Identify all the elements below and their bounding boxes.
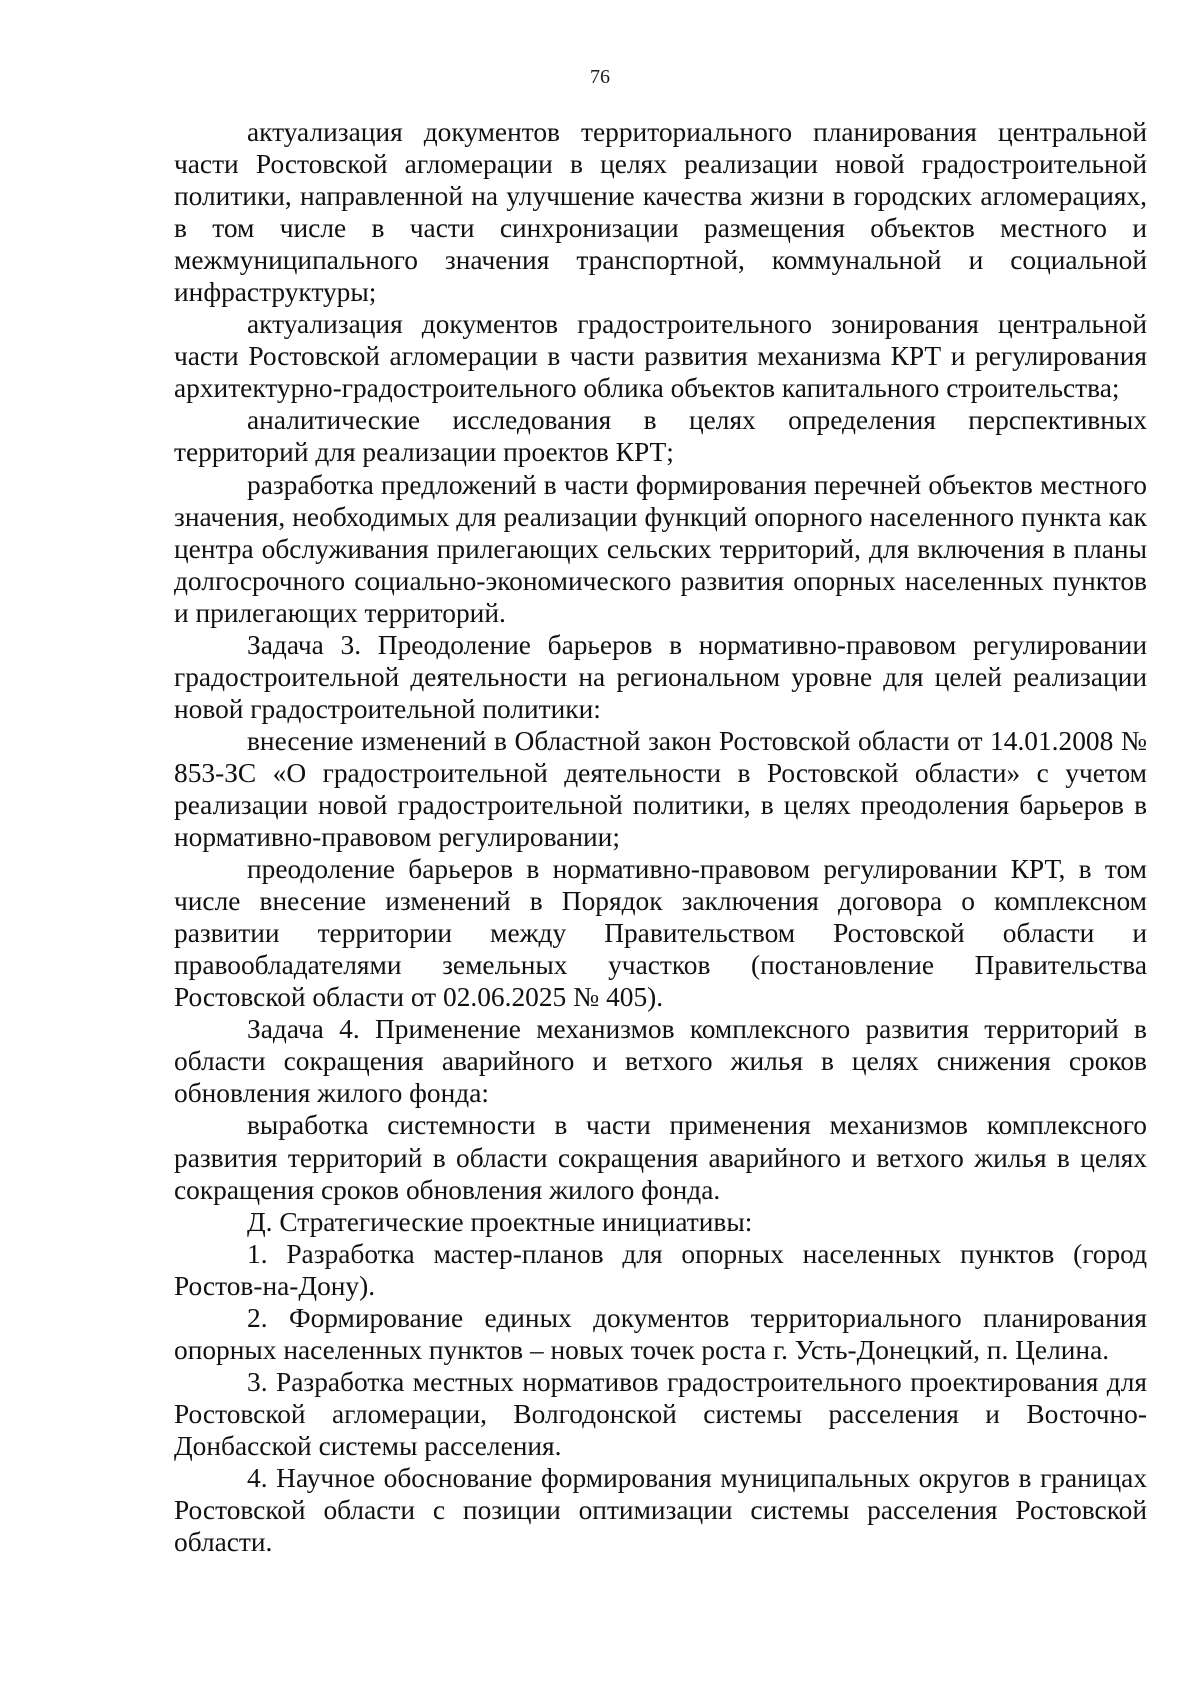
initiative-item: 3. Разработка местных нормативов градостроительного проектирования для Ростовской агломерации, Волгодонской системы расселения и Восточно-Донбасской системы расселения. bbox=[174, 1366, 1147, 1461]
initiative-item: 1. Разработка мастер-планов для опорных населенных пунктов (город Ростов-на-Дону). bbox=[174, 1238, 1147, 1301]
paragraph: внесение изменений в Областной закон Ростовской области от 14.01.2008 № 853-ЗС «О градостроительной деятельности в Ростовской области» с учетом реализации новой градостроительной политики, в целях преодоления барьеров в нормативно-правовом регулировании; bbox=[174, 725, 1147, 853]
paragraph: разработка предложений в части формирования перечней объектов местного значения, необходимых для реализации функций опорного населенного пункта как центра обслуживания прилегающих сельских территорий, для включения в планы долгосрочного социально-экономического развития опорных населенных пунктов и прилегающих территорий. bbox=[174, 469, 1147, 628]
paragraph: преодоление барьеров в нормативно-правовом регулировании КРТ, в том числе внесение изменений в Порядок заключения договора о комплексном развитии территории между Правительством Ростовской области и правообладателями земельных участков (постановление Правительства Ростовской области от 02.06.2025 № 405). bbox=[174, 854, 1147, 1013]
page-number: 76 bbox=[590, 66, 610, 88]
initiative-item: 2. Формирование единых документов территориального планирования опорных населенных пунктов – новых точек роста г. Усть-Донецкий, п. Целина. bbox=[174, 1302, 1147, 1365]
task-4-heading: Задача 4. Применение механизмов комплексного развития территорий в области сокращения аварийного и ветхого жилья в целях снижения сроков обновления жилого фонда: bbox=[174, 1014, 1147, 1109]
initiative-item: 4. Научное обоснование формирования муниципальных округов в границах Ростовской области с позиции оптимизации системы расселения Ростовской области. bbox=[174, 1462, 1147, 1558]
paragraph: актуализация документов градостроительного зонирования центральной части Ростовской агломерации в части развития механизма КРТ и регулирования архитектурно-градостроительного облика объектов капитального строительства; bbox=[174, 309, 1147, 404]
paragraph: аналитические исследования в целях определения перспективных территорий для реализации проектов КРТ; bbox=[174, 405, 1147, 468]
task-3-heading: Задача 3. Преодоление барьеров в нормативно-правовом регулировании градостроительной деятельности на региональном уровне для целей реализации новой градостроительной политики: bbox=[174, 629, 1147, 724]
document-body bbox=[174, 116, 1147, 1558]
section-d-heading: Д. Стратегические проектные инициативы: bbox=[247, 1206, 753, 1237]
paragraph: актуализация документов территориального планирования центральной части Ростовской агломерации в целях реализации новой градостроительной политики, направленной на улучшение качества жизни в городских агломерациях, в том числе в части синхронизации размещения объектов местного и межмуниципального значения транспортной, коммунальной и социальной инфраструктуры; bbox=[174, 117, 1147, 308]
paragraph: выработка системности в части применения механизмов комплексного развития территорий в области сокращения аварийного и ветхого жилья в целях сокращения сроков обновления жилого фонда. bbox=[174, 1110, 1147, 1205]
